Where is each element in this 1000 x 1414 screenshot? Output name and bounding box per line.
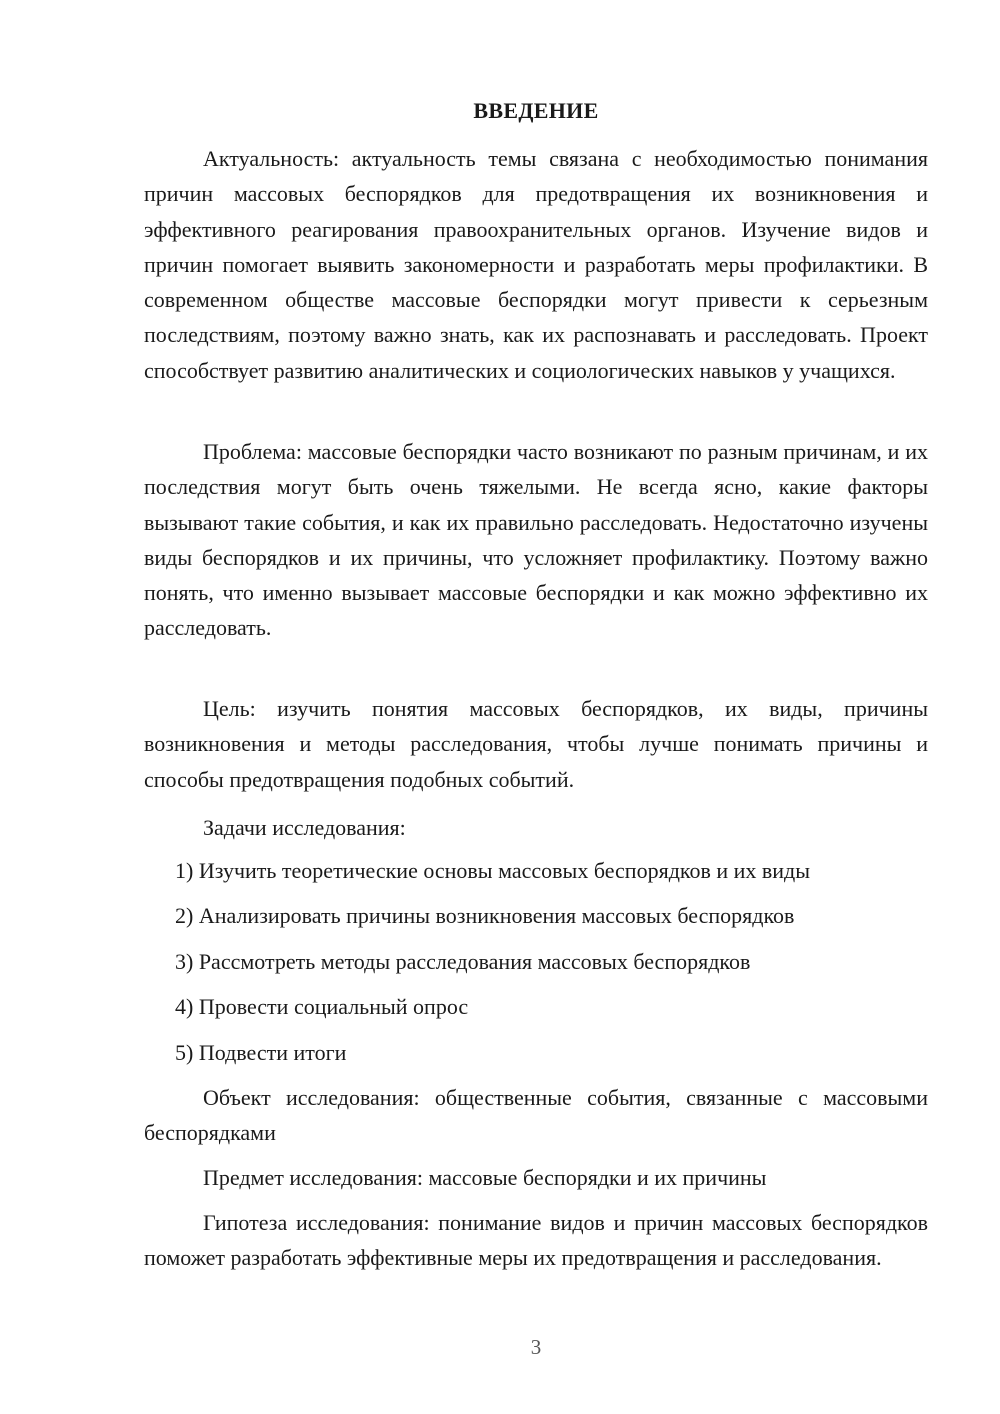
problem-paragraph: Проблема: массовые беспорядки часто возникают по разным причинам, и их последствия могут быть очень тяжелыми. Не всегда ясно, какие факторы вызывают такие события, и как их правильно расследовать. Недостаточно изучены виды беспорядков и их причины, что усложняет профилактику. Поэтому важно понять, что именно вызывает массовые беспорядки и как можно эффективно их расследовать. [144,439,928,641]
task-item: 3) Рассмотреть методы расследования массовых беспорядков [175,949,751,974]
object-paragraph: Объект исследования: общественные события, связанные с массовыми беспорядками [144,1085,928,1146]
task-item: 2) Анализировать причины возникновения массовых беспорядков [175,903,795,928]
page-number: 3 [530,1335,542,1359]
tasks-heading: Задачи исследования: [203,815,406,840]
subject-paragraph: Предмет исследования: массовые беспорядки и их причины [203,1165,767,1190]
goal-paragraph: Цель: изучить понятия массовых беспорядков, их виды, причины возникновения и методы расследования, чтобы лучше понимать причины и способы предотвращения подобных событий. [144,696,928,792]
task-item: 5) Подвести итоги [175,1040,347,1065]
page-title: ВВЕДЕНИЕ [473,98,599,123]
hypothesis-paragraph: Гипотеза исследования: понимание видов и причин массовых беспорядков поможет разработать эффективные меры их предотвращения и расследования. [144,1210,928,1271]
relevance-paragraph: Актуальность: актуальность темы связана с необходимостью понимания причин массовых беспорядков для предотвращения их возникновения и эффективного реагирования правоохранительных органов. Изучение видов и причин помогает выявить закономерности и разработать меры профилактики. В современном обществе массовые беспорядки могут привести к серьезным последствиям, поэтому важно знать, как их распознавать и расследовать. Проект способствует развитию аналитических и социологических навыков у учащихся. [144,146,928,383]
task-item: 4) Провести социальный опрос [175,994,469,1019]
task-item: 1) Изучить теоретические основы массовых беспорядков и их виды [175,858,811,883]
